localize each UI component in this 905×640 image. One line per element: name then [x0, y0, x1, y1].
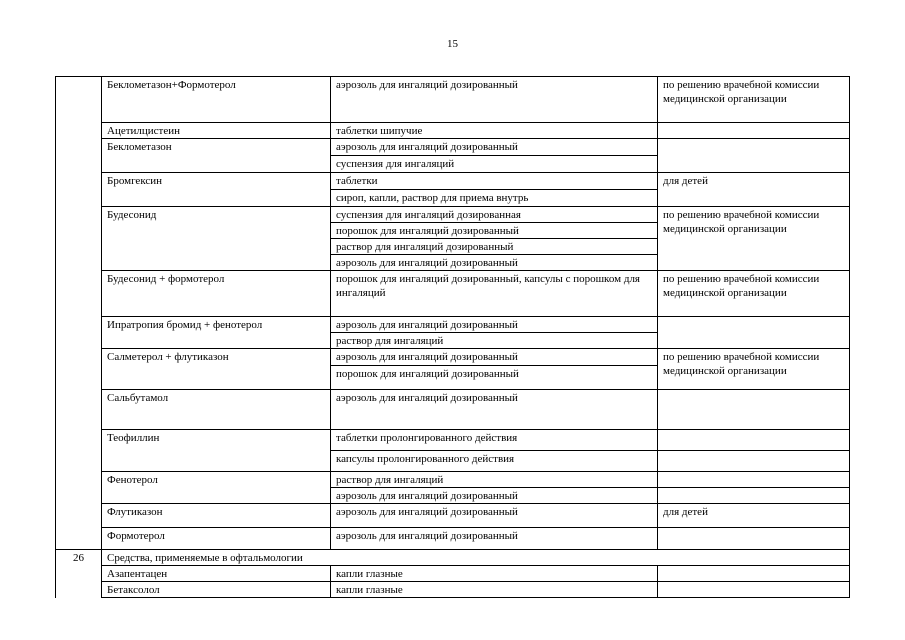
table-row: [56, 390, 850, 430]
table-row: [56, 528, 850, 550]
table-row: [56, 582, 850, 598]
prescription-condition: [658, 451, 850, 472]
drug-name: Ипратропия бромид + фенотерол: [102, 317, 331, 349]
dosage-form: аэрозоль для ингаляций дозированный: [331, 255, 658, 271]
table-row: [56, 271, 850, 317]
drug-name: Ацетилцистеин: [102, 123, 331, 139]
table-row: [56, 139, 850, 156]
table-row: [56, 566, 850, 582]
table-row: [56, 207, 850, 223]
table-row: [56, 77, 850, 123]
page-crop-mask: [0, 603, 905, 640]
table-row: [56, 317, 850, 333]
dosage-form: таблетки: [331, 173, 658, 190]
prescription-condition: [658, 430, 850, 451]
table-row: [56, 349, 850, 366]
drug-name: Теофиллин: [102, 430, 331, 472]
dosage-form: раствор для ингаляций: [331, 472, 658, 488]
table-row: [56, 430, 850, 451]
dosage-form: сироп, капли, раствор для приема внутрь: [331, 190, 658, 207]
dosage-form: порошок для ингаляций дозированный, капсулы с порошком для ингаляций: [331, 271, 658, 317]
dosage-form: раствор для ингаляций: [331, 333, 658, 349]
section-title: Средства, применяемые в офтальмологии: [102, 550, 850, 566]
dosage-form: аэрозоль для ингаляций дозированный: [331, 349, 658, 366]
prescription-condition: по решению врачебной комиссии медицинской организации: [658, 77, 850, 123]
prescription-condition: [658, 582, 850, 598]
table-row: [56, 173, 850, 190]
dosage-form: аэрозоль для ингаляций дозированный: [331, 390, 658, 430]
dosage-form: капсулы пролонгированного действия: [331, 451, 658, 472]
dosage-form: таблетки пролонгированного действия: [331, 430, 658, 451]
prescription-condition: для детей: [658, 504, 850, 528]
prescription-condition: [658, 488, 850, 504]
table-row: [56, 472, 850, 488]
dosage-form: порошок для ингаляций дозированный: [331, 366, 658, 390]
dosage-form: аэрозоль для ингаляций дозированный: [331, 488, 658, 504]
drug-name: Формотерол: [102, 528, 331, 550]
dosage-form: аэрозоль для ингаляций дозированный: [331, 504, 658, 528]
drug-name: Беклометазон+Формотерол: [102, 77, 331, 123]
table-row: [56, 504, 850, 528]
drug-list-table: [55, 76, 850, 598]
page-number: 15: [447, 38, 458, 50]
prescription-condition: [658, 390, 850, 430]
dosage-form: суспензия для ингаляций: [331, 156, 658, 173]
dosage-form: аэрозоль для ингаляций дозированный: [331, 139, 658, 156]
drug-name: Азапентацен: [102, 566, 331, 582]
dosage-form: аэрозоль для ингаляций дозированный: [331, 317, 658, 333]
prescription-condition: по решению врачебной комиссии медицинской организации: [658, 349, 850, 390]
prescription-condition: по решению врачебной комиссии медицинской организации: [658, 207, 850, 271]
drug-name: Флутиказон: [102, 504, 331, 528]
dosage-form: аэрозоль для ингаляций дозированный: [331, 528, 658, 550]
dosage-form: капли глазные: [331, 566, 658, 582]
prescription-condition: по решению врачебной комиссии медицинской организации: [658, 271, 850, 317]
prescription-condition: [658, 123, 850, 139]
dosage-form: раствор для ингаляций дозированный: [331, 239, 658, 255]
prescription-condition: [658, 566, 850, 582]
prescription-condition: [658, 139, 850, 173]
section-number-cell: [56, 77, 102, 123]
drug-name: Бетаксолол: [102, 582, 331, 598]
section-number: 26: [56, 550, 102, 566]
drug-name: Салметерол + флутиказон: [102, 349, 331, 390]
drug-name: Будесонид + формотерол: [102, 271, 331, 317]
dosage-form: таблетки шипучие: [331, 123, 658, 139]
dosage-form: аэрозоль для ингаляций дозированный: [331, 77, 658, 123]
section-header-row: [56, 550, 850, 566]
prescription-condition: [658, 317, 850, 349]
drug-name: Беклометазон: [102, 139, 331, 173]
prescription-condition: [658, 472, 850, 488]
drug-name: Будесонид: [102, 207, 331, 271]
drug-name: Бромгексин: [102, 173, 331, 207]
drug-name: Сальбутамол: [102, 390, 331, 430]
prescription-condition: [658, 528, 850, 550]
table-row: [56, 123, 850, 139]
dosage-form: капли глазные: [331, 582, 658, 598]
dosage-form: суспензия для ингаляций дозированная: [331, 207, 658, 223]
drug-name: Фенотерол: [102, 472, 331, 504]
prescription-condition: для детей: [658, 173, 850, 207]
dosage-form: порошок для ингаляций дозированный: [331, 223, 658, 239]
